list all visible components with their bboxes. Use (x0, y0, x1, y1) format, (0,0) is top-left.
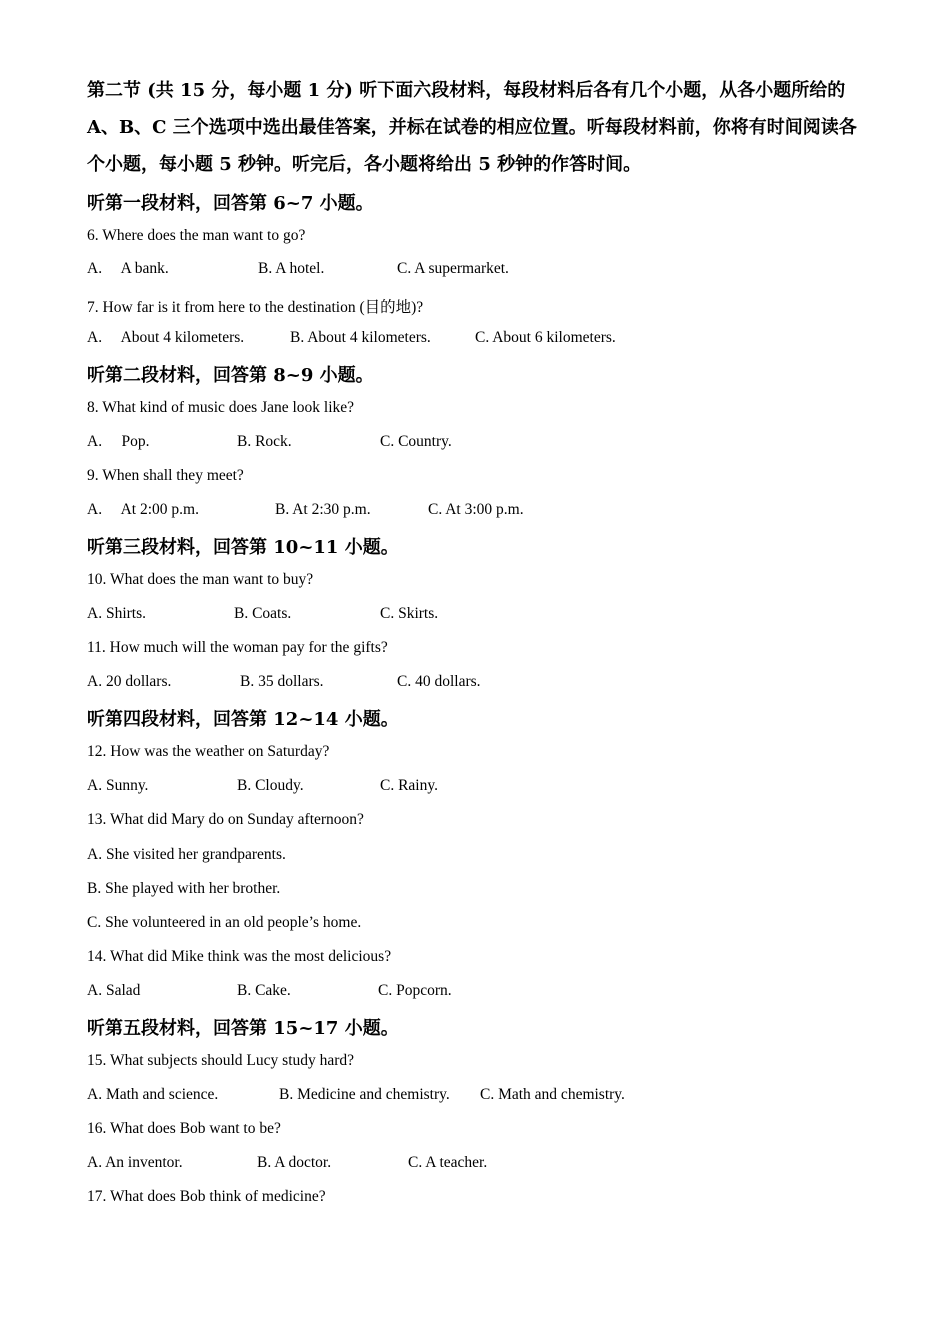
answer-option: A. About 4 kilometers. (87, 329, 245, 346)
answer-option: A. A bank. (87, 260, 169, 277)
options-row (87, 329, 887, 349)
answer-option: B. At 2:30 p.m. (275, 501, 371, 518)
answer-option: A. Sunny. (87, 777, 149, 794)
answer-option: B. A hotel. (258, 260, 325, 277)
answer-option: C. Rainy. (380, 777, 438, 794)
answer-option: C. At 3:00 p.m. (428, 501, 524, 518)
answer-option: A. Shirts. (87, 605, 146, 622)
section-heading: 听第二段材料，回答第 8~9 小题。 (87, 365, 374, 386)
answer-option: B. Cloudy. (237, 777, 304, 794)
question-stem: 7. How far is it from here to the destination (目的地)? (87, 299, 424, 316)
answer-option: B. She played with her brother. (87, 880, 281, 897)
answer-option: B. 35 dollars. (240, 673, 324, 690)
answer-option: C. About 6 kilometers. (475, 329, 616, 346)
options-row (87, 982, 887, 1002)
question-stem: 6. Where does the man want to go? (87, 227, 306, 244)
answer-option: B. Medicine and chemistry. (279, 1086, 450, 1103)
answer-option: B. A doctor. (257, 1154, 332, 1171)
answer-option: B. Rock. (237, 433, 292, 450)
section-heading: 听第四段材料，回答第 12~14 小题。 (87, 709, 399, 730)
options-row (87, 777, 887, 797)
answer-option: A. Pop. (87, 433, 150, 450)
question-stem: 8. What kind of music does Jane look like? (87, 399, 355, 416)
answer-option: A. An inventor. (87, 1154, 183, 1171)
answer-option: B. Coats. (234, 605, 292, 622)
question-stem: 10. What does the man want to buy? (87, 571, 314, 588)
section-heading: 听第一段材料，回答第 6~7 小题。 (87, 193, 374, 214)
options-row (87, 1154, 887, 1174)
question-stem: 12. How was the weather on Saturday? (87, 743, 330, 760)
answer-option: C. 40 dollars. (397, 673, 481, 690)
answer-option: C. Popcorn. (378, 982, 452, 999)
answer-option: A. At 2:00 p.m. (87, 501, 199, 518)
question-stem: 17. What does Bob think of medicine? (87, 1188, 326, 1205)
question-stem: 11. How much will the woman pay for the gifts? (87, 639, 388, 656)
answer-option: C. She volunteered in an old people’s home. (87, 914, 362, 931)
answer-option: B. About 4 kilometers. (290, 329, 431, 346)
section-heading: 听第三段材料，回答第 10~11 小题。 (87, 537, 399, 558)
section-heading: 听第五段材料，回答第 15~17 小题。 (87, 1018, 399, 1039)
answer-option: C. A teacher. (408, 1154, 488, 1171)
options-row (87, 605, 887, 625)
options-row (87, 1086, 887, 1106)
answer-option: A. 20 dollars. (87, 673, 172, 690)
answer-option: A. She visited her grandparents. (87, 846, 286, 863)
answer-option: B. Cake. (237, 982, 291, 999)
answer-option: A. Math and science. (87, 1086, 219, 1103)
answer-option: C. Math and chemistry. (480, 1086, 625, 1103)
options-row (87, 501, 887, 521)
options-row (87, 433, 887, 453)
question-stem: 16. What does Bob want to be? (87, 1120, 281, 1137)
question-stem: 9. When shall they meet? (87, 467, 244, 484)
options-row (87, 260, 887, 280)
question-stem: 13. What did Mary do on Sunday afternoon? (87, 811, 364, 828)
section-instructions: 第二节 (共 15 分，每小题 1 分) 听下面六段材料，每段材料后各有几个小题，从各小题所给的 A、B、C 三个选项中选出最佳答案，并标在试卷的相应位置。听每段材料前，你将有时间阅读各个小题，每小题 5 秒钟。听完后，各小题将给出 5 秒钟的作答时间。 (87, 80, 857, 175)
answer-option: A. Salad (87, 982, 141, 999)
answer-option: C. Country. (380, 433, 452, 450)
question-stem: 14. What did Mike think was the most delicious? (87, 948, 392, 965)
options-row (87, 673, 887, 693)
question-stem: 15. What subjects should Lucy study hard? (87, 1052, 355, 1069)
answer-option: C. A supermarket. (397, 260, 509, 277)
answer-option: C. Skirts. (380, 605, 439, 622)
